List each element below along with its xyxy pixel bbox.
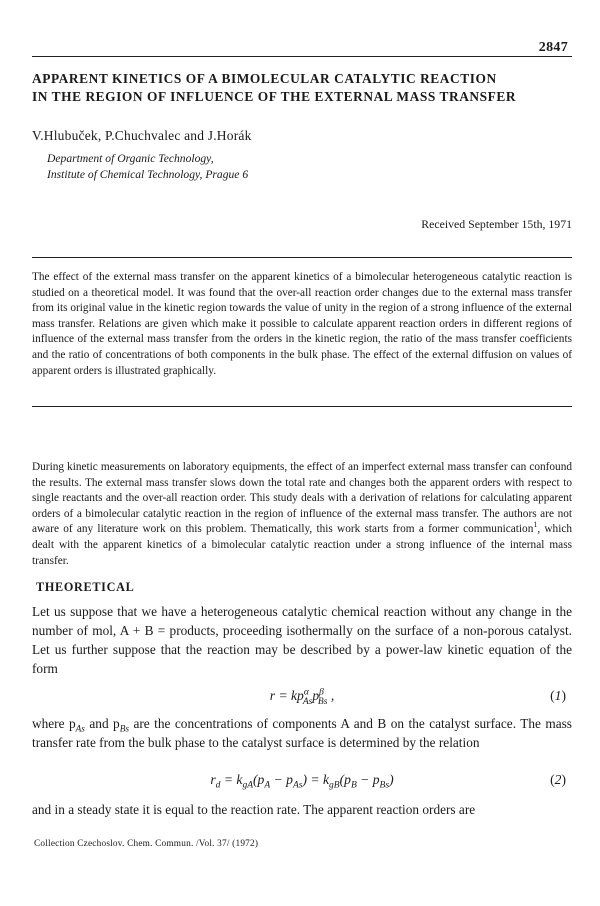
intro-text-cont: , which dealt with the apparent kinetics of a bimolecular catalytic reaction under a strong influence of the internal mass transfer.	[32, 523, 572, 567]
page-number: 2847	[538, 40, 568, 55]
affiliation	[47, 151, 248, 183]
abstract: The effect of the external mass transfer on the apparent kinetics of a bimolecular heterogeneous catalytic reaction is studied on a theoretical model. It was found that the over-all reaction order changes due to the external mass transfer from its original value in the kinetic region towards the value of unity in the region of a strong influence of the external mass transfer. Relations are given which make it possible to calculate apparent reaction orders in different regions of influence of the external mass transfer from the orders in the kinetic region, the ratio of the mass transfer coefficients and the ratio of concentrations of both components in the bulk phase. The effect of the external diffusion on values of apparent orders is illustrated graphically.	[32, 271, 572, 377]
journal-citation: Collection Czechoslov. Chem. Commun. /Vol. 37/ (1972)	[34, 839, 259, 849]
affiliation-line-2: Institute of Chemical Technology, Prague 6	[47, 168, 249, 181]
title-line-1: APPARENT KINETICS OF A BIMOLECULAR CATALYTIC REACTION	[32, 71, 497, 86]
equation-1-number: (1)	[550, 688, 566, 703]
abstract-bottom-rule	[32, 406, 572, 407]
intro-text: During kinetic measurements on laboratory equipments, the effect of an imperfect external mass transfer can confound the results. The external mass transfer slows down the total rate and changes both the apparent orders with respect to single reactants and the over-all reaction order. This study deals with a derivation of relations for calculating apparent orders of a bimolecular catalytic reaction in the region of influence of the external mass transfer. The authors are not aware of any literature work on this problem. Thematically, this work starts from a former communication	[32, 461, 572, 536]
paragraph-3: and in a steady state it is equal to the reaction rate. The apparent reaction orders are	[32, 802, 476, 817]
equation-2-expression: $r_d = k_{gA}(p_A - p_{As}) = k_{gB}(p_B - p_{Bs})$	[210, 772, 394, 791]
title-line-2: IN THE REGION OF INFLUENCE OF THE EXTERNAL MASS TRANSFER	[32, 89, 517, 104]
header-rule	[32, 56, 572, 57]
received-date: Received September 15th, 1971	[421, 217, 572, 231]
article-title	[32, 70, 572, 106]
equation-2-number: (2)	[550, 772, 566, 787]
introduction	[32, 460, 572, 569]
equation-1	[32, 688, 572, 710]
section-heading: THEORETICAL	[36, 580, 135, 594]
equation-1-expression: $r = kp^\alpha_{As}p^\beta_{Bs}$ ,	[269, 687, 335, 707]
authors: V.Hlubuček, P.Chuchvalec and J.Horák	[32, 128, 252, 143]
equation-2	[32, 772, 572, 794]
reference-mark: 1	[533, 520, 538, 530]
paragraph-2: where $p_{As}$ and $p_{Bs}$ are the concentrations of components A and B on the catalyst surface. The mass transfer rate from the bulk phase to the catalyst surface is determined by the relation	[32, 716, 572, 750]
abstract-top-rule	[32, 257, 572, 258]
affiliation-line-1: Department of Organic Technology,	[47, 152, 214, 165]
paragraph-1: Let us suppose that we have a heterogeneous catalytic chemical reaction without any change in the number of mol, A + B = products, proceeding isothermally on the surface of a non-porous catalyst. Let us further suppose that the reaction may be described by a power-law kinetic equation of the form	[32, 604, 572, 676]
